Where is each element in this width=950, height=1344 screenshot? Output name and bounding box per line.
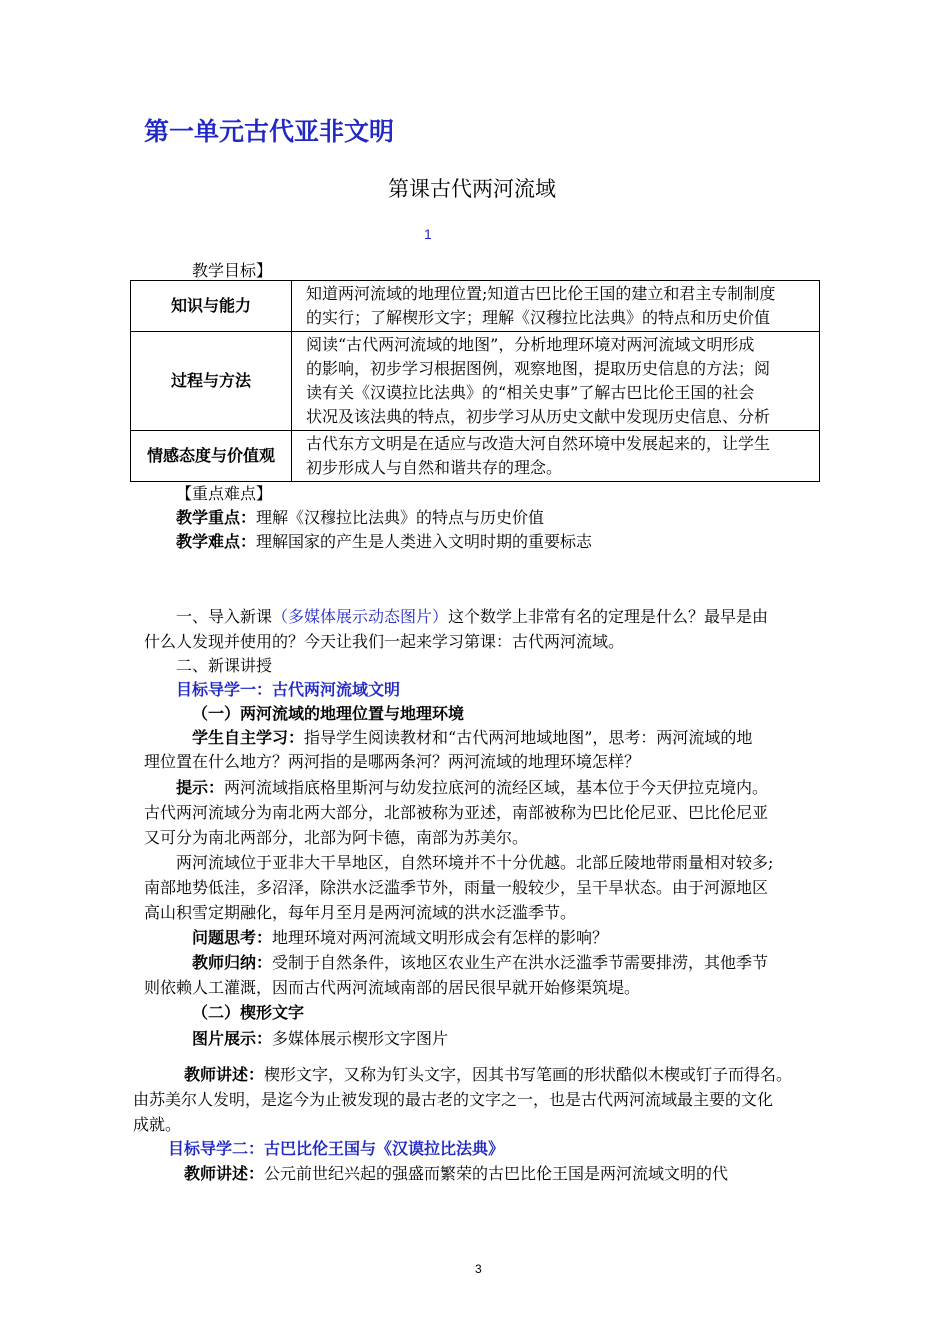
question: 问题思考：地理环境对两河流域文明形成会有怎样的影响？	[192, 928, 609, 947]
unit-title: 第一单元古代亚非文明	[144, 117, 395, 146]
section-heading: 二、新课讲授	[176, 656, 273, 675]
teacher-narration: 教师讲述：公元前世纪兴起的强盛而繁荣的古巴比伦王国是两河流域文明的代	[184, 1164, 729, 1183]
sub-heading: （一）两河流域的地理位置与地理环境	[192, 704, 465, 723]
goal-heading: 目标导学一：古代两河流域文明	[176, 680, 401, 699]
objective-content: 阅读“古代两河流域的地图”，分析地理环境对两河流域文明形成 的影响，初步学习根据图例，观察地图，提取历史信息的方法；阅 读有关《汉谟拉比法典》的“相关史事”了解古巴比伦王国的社会 状况及该法典的特点，初步学习从历史文献中发现历史信息、分析	[292, 332, 820, 431]
key-heading: 【重点难点】	[176, 484, 273, 503]
objectives-table	[130, 280, 820, 482]
objective-content: 知道两河流域的地理位置;知道古巴比伦王国的建立和君主专制制度 的实行；了解楔形文字；理解《汉穆拉比法典》的特点和历史价值	[292, 281, 820, 332]
narration-line: 成就。	[133, 1115, 182, 1134]
goal-heading: 目标导学二：古巴比伦王国与《汉谟拉比法典》	[168, 1139, 505, 1158]
objective-content: 古代东方文明是在适应与改造大河自然环境中发展起来的，让学生 初步形成人与自然和谐共存的理念。	[292, 431, 820, 482]
objectives-heading: 教学目标】	[192, 261, 273, 280]
env-line: 南部地势低洼，多沼泽，除洪水泛滥季节外，雨量一般较少，呈干旱状态。由于河源地区	[144, 878, 769, 897]
env-line: 高山积雪定期融化，每年月至月是两河流域的洪水泛滥季节。	[144, 903, 577, 922]
lesson-title: 第课古代两河流域	[388, 177, 556, 201]
narration-line: 由苏美尔人发明，是迄今为止被发现的最古老的文字之一，也是古代两河流域最主要的文化	[133, 1090, 774, 1109]
key-point: 教学重点：理解《汉穆拉比法典》的特点与历史价值	[176, 508, 545, 527]
hint: 提示：两河流域指底格里斯河与幼发拉底河的流经区域，基本位于今天伊拉克境内。	[176, 778, 769, 797]
objective-label: 过程与方法	[131, 332, 292, 431]
page-number: 3	[475, 1262, 482, 1276]
env-line: 两河流域位于亚非大干旱地区，自然环境并不十分优越。北部丘陵地带雨量相对较多;	[176, 853, 774, 872]
objective-label: 情感态度与价值观	[131, 431, 292, 482]
difficult-point: 教学难点：理解国家的产生是人类进入文明时期的重要标志	[176, 532, 593, 551]
teacher-narration: 教师讲述：楔形文字，又称为钉头文字，因其书写笔画的形状酷似木楔或钉子而得名。	[184, 1065, 793, 1084]
intro-line: 一、导入新课（多媒体展示动态图片）这个数学上非常有名的定理是什么？最早是由	[176, 607, 769, 626]
objective-label: 知识与能力	[131, 281, 292, 332]
hint-line: 古代两河流域分为南北两大部分，北部被称为亚述，南部被称为巴比伦尼亚、巴比伦尼亚	[144, 803, 769, 822]
lesson-number: 1	[424, 226, 432, 242]
sub-heading: （二）楔形文字	[192, 1003, 305, 1022]
self-study-line: 理位置在什么地方？两河指的是哪两条河？两河流域的地理环境怎样？	[144, 752, 641, 771]
intro-line: 什么人发现并使用的？今天让我们一起来学习第课：古代两河流域。	[144, 632, 625, 651]
self-study: 学生自主学习：指导学生阅读教材和“古代两河地域地图”，思考：两河流域的地	[192, 728, 753, 747]
summary-line: 则依赖人工灌溉，因而古代两河流域南部的居民很早就开始修渠筑堤。	[144, 978, 641, 997]
teacher-summary: 教师归纳：受制于自然条件，该地区农业生产在洪水泛滥季节需要排涝，其他季节	[192, 953, 769, 972]
objective-row	[131, 281, 820, 332]
objective-row	[131, 431, 820, 482]
picture-display: 图片展示：多媒体展示楔形文字图片	[192, 1029, 449, 1048]
hint-line: 又可分为南北两部分，北部为阿卡德，南部为苏美尔。	[144, 828, 529, 847]
objective-row	[131, 332, 820, 431]
